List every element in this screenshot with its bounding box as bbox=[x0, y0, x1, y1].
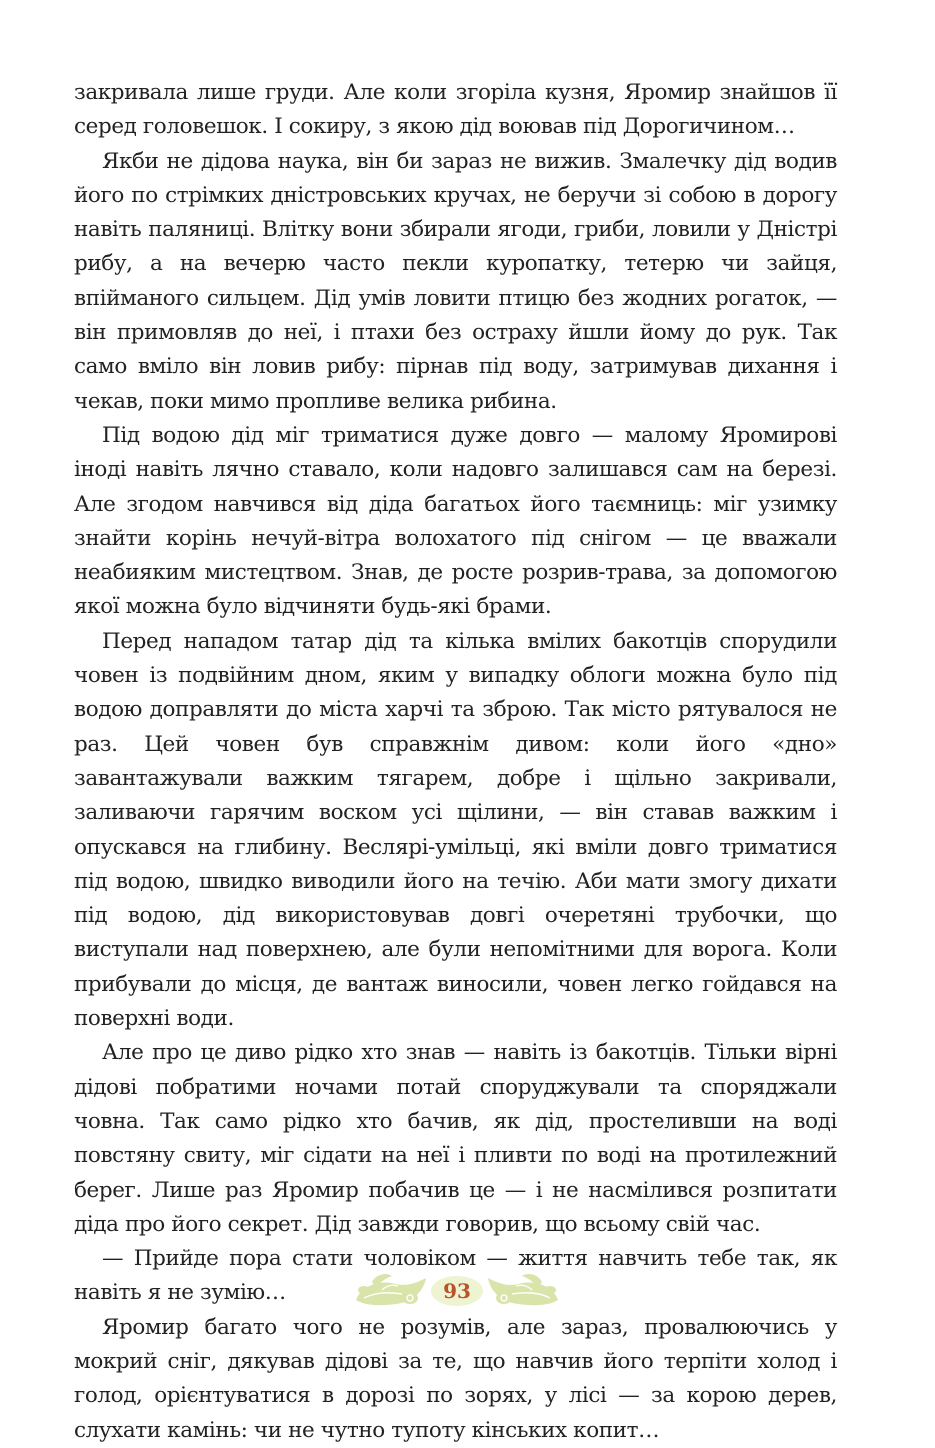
paragraph-6-dialogue: — Прийде пора стати чоловіком — життя навчить тебе так, як навіть я не зумію… bbox=[74, 1246, 837, 1306]
body-text bbox=[74, 76, 837, 1448]
paragraph-4: Перед нападом татар дід та кілька вмілих бакотців спорудили човен із подвійним дном, яким у випадку облоги можна було під водою доправляти до міста харчі та зброю. Так місто рятувалося не раз. Цей човен був справжнім дивом: коли його «дно» завантажували важким тягарем, добре і щільно закривали, заливаючи гарячим воском усі щілини, — він ставав важким і опускався на глибину. Веслярі-умільці, які вміли довго триматися під водою, швидко виводили його на течію. Аби мати змогу дихати під водою, дід використовував довгі очеретяні трубочки, що виступали над поверхнею, але були непомітними для ворога. Коли прибували до місця, де вантаж виносили, човен легко гойдався на поверхні води. bbox=[74, 628, 837, 1032]
paragraph-2: Якби не дідова наука, він би зараз не вижив. Змалечку дід водив його по стрімких дністровських кручах, не беручи зі собою в дорогу навіть паляниці. Влітку вони збирали ягоди, гриби, ловили у Дністрі рибу, а на вечерю часто пекли куропатку, тетерю чи зайця, впійманого сильцем. Дід умів ловити птицю без жодних рогаток, — він примовляв до неї, і птахи без остраху йшли йому до рук. Так само вміло він ловив рибу: пірнав під воду, затримував дихання і чекав, поки мимо пропливе велика рибина. bbox=[74, 148, 837, 414]
paragraph-3: Під водою дід міг триматися дуже довго — малому Яромирові іноді навіть лячно ставало, коли надовго залишався сам на березі. Але згодом навчився від діда багатьох його таємниць: міг узимку знайти корінь нечуй-вітра волохатого під снігом — це вважали неабияким мистецтвом. Знав, де росте розрив-трава, за допомогою якої можна було відчиняти будь-які брами. bbox=[74, 422, 837, 620]
paragraph-7: Яромир багато чого не розумів, але зараз, провалюючись у мокрий сніг, дякував дідові за те, що навчив його терпіти холод і голод, орієнтуватися в дорозі по зорях, у лісі — за корою дерев, слухати камінь: чи не чутно тупоту кінських копит… bbox=[74, 1314, 837, 1443]
page-number: 93 bbox=[443, 1279, 471, 1303]
paragraph-1: закривала лише груди. Але коли згоріла кузня, Яромир знайшов її серед головешок. І сокиру, з якою дід воював під Дорогичином… bbox=[74, 80, 837, 140]
page-footer bbox=[352, 1270, 562, 1312]
paragraph-5: Але про це диво рідко хто знав — навіть із бакотців. Тільки вірні дідові побратими ночами потай споруджували та споряджали човна. Так само рідко хто бачив, як дід, простеливши на воді повстяну свиту, міг сідати на неї і пливти по воді на протилежний берег. Лише раз Яромир побачив це — і не насмілився розпитати діда про його секрет. Дід завжди говорив, що всьому свій час. bbox=[74, 1040, 837, 1237]
